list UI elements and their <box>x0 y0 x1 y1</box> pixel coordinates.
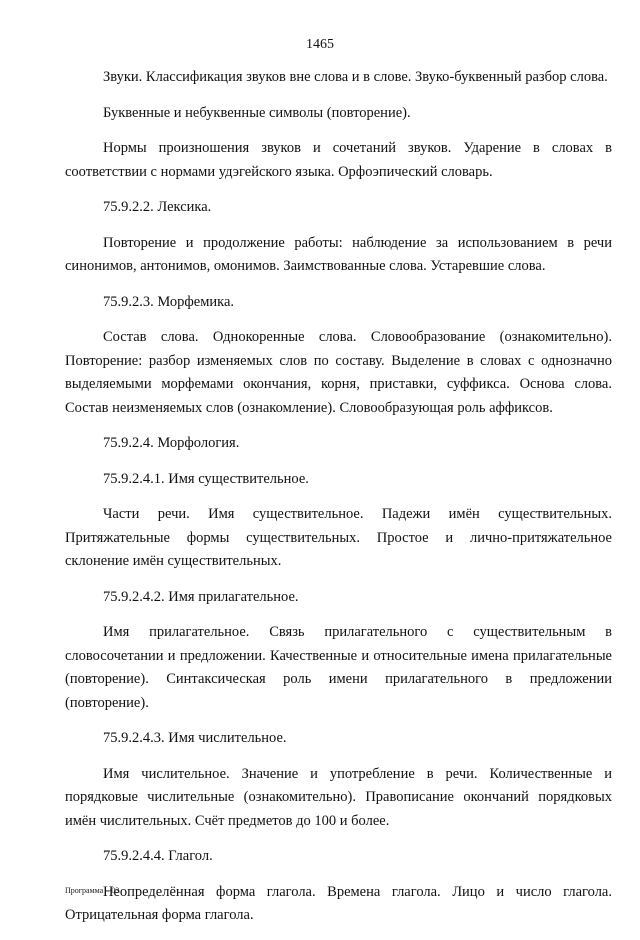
paragraph-verb: Неопределённая форма глагола. Времена глагола. Лицо и число глагола. Отрицательная форма глагола. <box>65 883 612 923</box>
paragraph-adjective: Имя прилагательное. Связь прилагательного с существительным в словосочетании и предложении. Качественные и относительные имена прилагательные (повторение). Синтаксическая роль имени прилагательного в предложении (повторение). <box>65 624 612 711</box>
page-footer: Программа – 03 <box>65 886 120 895</box>
heading-morphemics: 75.9.2.3. Морфемика. <box>103 293 235 310</box>
heading-noun: 75.9.2.4.1. Имя существительное. <box>103 470 309 487</box>
paragraph-letter-symbols: Буквенные и небуквенные символы (повторение). <box>103 104 411 121</box>
paragraph-numeral: Имя числительное. Значение и употребление в речи. Количественные и порядковые числительные (ознакомительно). Правописание окончаний порядковых имён числительных. Счёт предметов до 100 и более. <box>65 765 612 829</box>
paragraph-morphemics: Состав слова. Однокоренные слова. Словообразование (ознакомительно). Повторение: разбор изменяемых слов по составу. Выделение в словах с однозначно выделяемыми морфемами окончания, корня, приставки, суффикса. Основа слова. Состав неизменяемых слов (ознакомление). Словообразующая роль аффиксов. <box>65 329 612 416</box>
document-body <box>65 66 612 940</box>
heading-verb: 75.9.2.4.4. Глагол. <box>103 848 213 864</box>
heading-morphology: 75.9.2.4. Морфология. <box>103 435 240 451</box>
heading-adjective: 75.9.2.4.2. Имя прилагательное. <box>103 588 299 605</box>
paragraph-noun: Части речи. Имя существительное. Падежи имён существительных. Притяжательные формы существительных. Простое и лично-притяжательное склонение имён существительных. <box>65 506 612 569</box>
heading-numeral: 75.9.2.4.3. Имя числительное. <box>103 730 287 746</box>
paragraph-sounds-classification: Звуки. Классификация звуков вне слова и в слове. Звуко-буквенный разбор слова. <box>103 69 608 85</box>
paragraph-pronunciation-norms: Нормы произношения звуков и сочетаний звуков. Ударение в словах в соответствии с нормами удэгейского языка. Орфоэпический словарь. <box>65 140 612 180</box>
heading-lexics: 75.9.2.2. Лексика. <box>103 199 212 215</box>
paragraph-lexics: Повторение и продолжение работы: наблюдение за использованием в речи синонимов, антонимов, омонимов. Заимствованные слова. Устаревшие слова. <box>65 234 612 274</box>
page-number: 1465 <box>306 37 334 52</box>
